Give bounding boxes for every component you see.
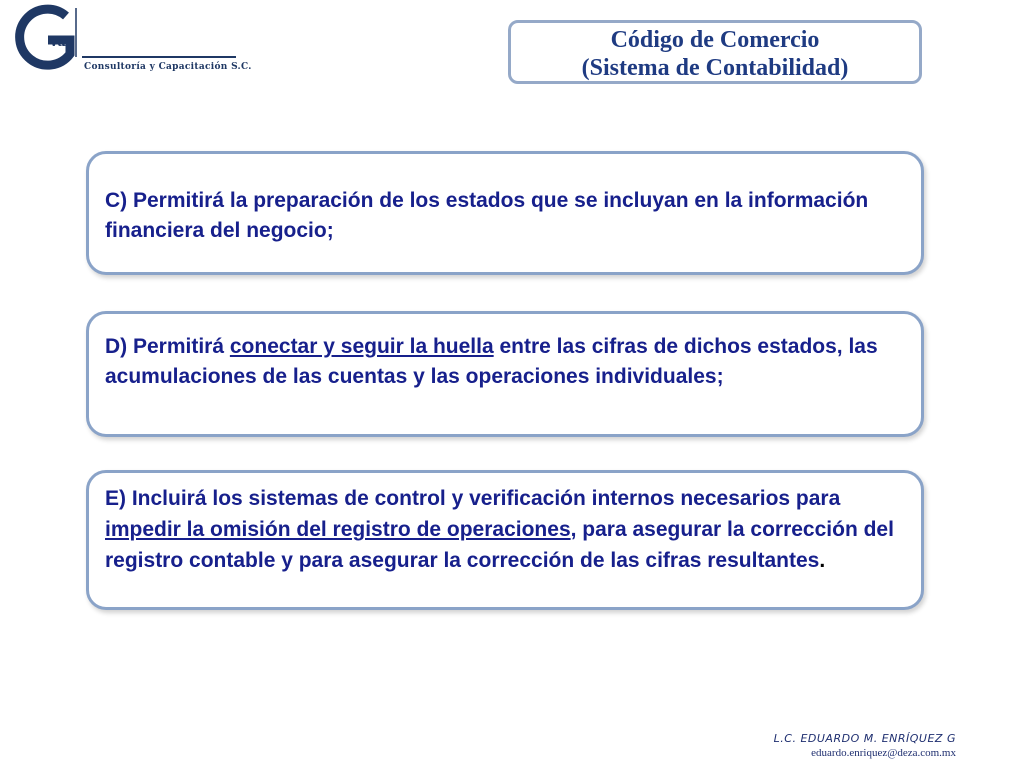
title-line-1: Código de Comercio bbox=[610, 27, 820, 53]
title-line-2: (Sistema de Contabilidad) bbox=[581, 55, 849, 81]
panel-d-part1: D) Permitirá bbox=[105, 335, 230, 358]
company-logo bbox=[4, 2, 252, 82]
footer bbox=[774, 731, 956, 761]
panel-e-part2: , para asegurar la corrección del registro contable y para asegurar la corrección de las cifras resultantes bbox=[105, 518, 894, 572]
slide-title bbox=[508, 20, 922, 84]
panel-e-text bbox=[105, 483, 905, 576]
logo-subtitle: Consultoría y Capacitación S.C. bbox=[84, 62, 252, 72]
footer-email: eduardo.enriquez@deza.com.mx bbox=[811, 747, 956, 759]
panel-e-underlined: impedir la omisión del registro de operaciones bbox=[105, 518, 571, 541]
panel-d bbox=[86, 311, 924, 437]
panel-e-part1: E) Incluirá los sistemas de control y verificación internos necesarios para bbox=[105, 487, 841, 510]
footer-name: L.C. EDUARDO M. ENRÍQUEZ G bbox=[773, 732, 956, 745]
logo-mark: va bbox=[50, 35, 66, 50]
panel-d-part2: entre las cifras de dichos estados, las acumulaciones de las cuentas y las operaciones individuales; bbox=[105, 335, 878, 388]
panel-d-text bbox=[105, 332, 905, 392]
panel-c bbox=[86, 151, 924, 275]
panel-e bbox=[86, 470, 924, 610]
panel-d-underlined: conectar y seguir la huella bbox=[229, 335, 494, 358]
panel-c-text: C) Permitirá la preparación de los estados que se incluyan en la información financiera del negocio; bbox=[105, 189, 869, 242]
panel-e-end: . bbox=[819, 549, 826, 572]
